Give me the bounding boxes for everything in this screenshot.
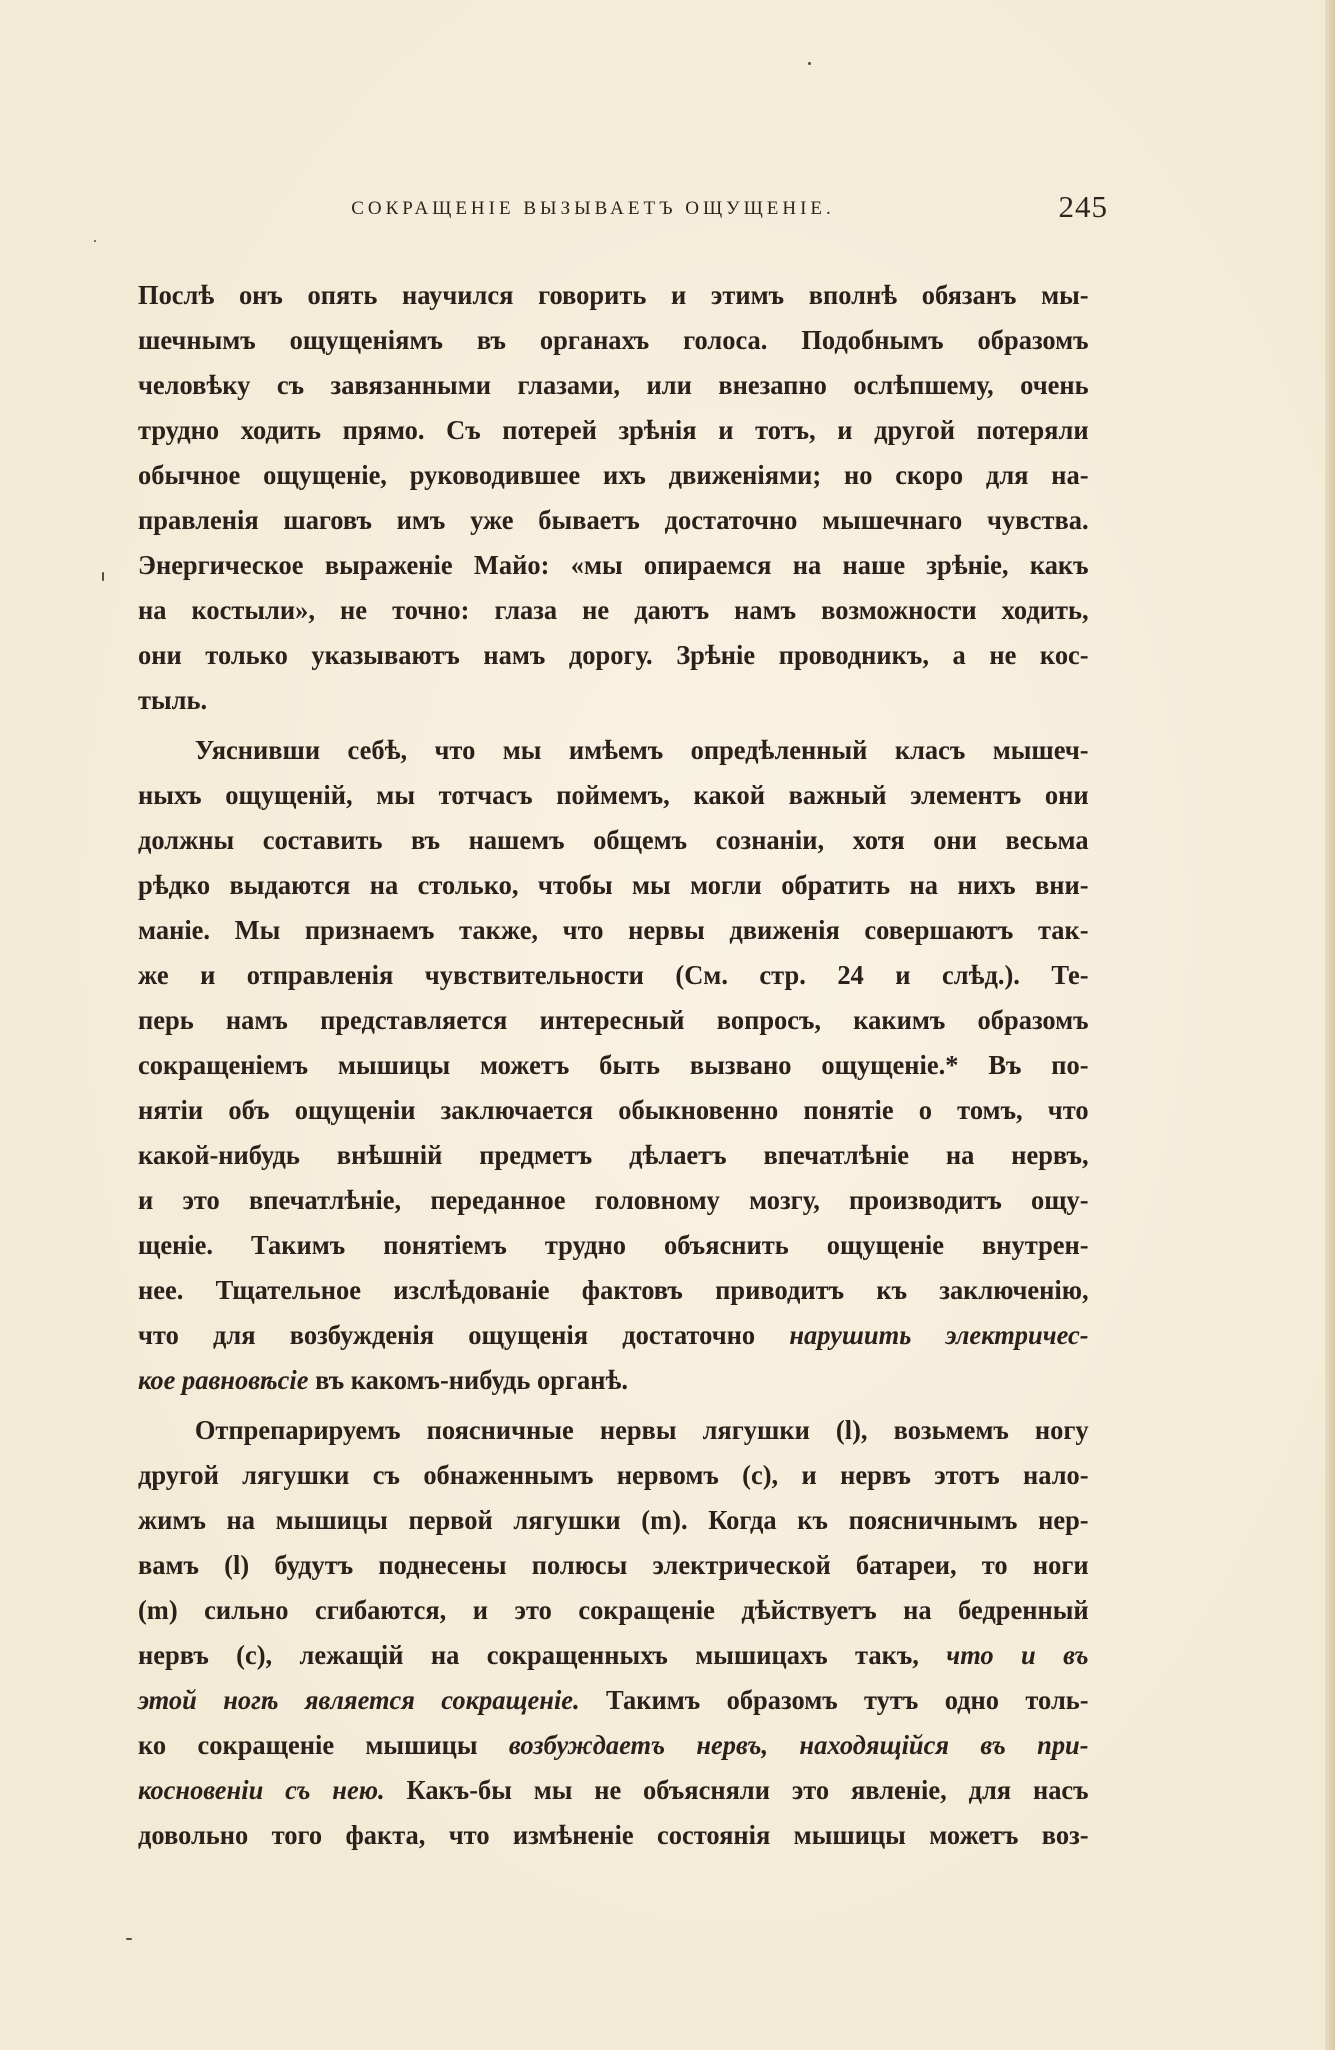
- text-line: вамъ (l) будутъ поднесены полюсы электрической батареи, то ноги: [138, 1550, 1089, 1580]
- line-text: Такимъ образомъ тутъ одно толь-: [579, 1685, 1089, 1715]
- text-line: ныхъ ощущеній, мы тотчасъ поймемъ, какой важный элементъ они: [138, 780, 1089, 810]
- text-line: Отпрепарируемъ поясничные нервы лягушки (l), возьмемъ ногу: [194, 1415, 1089, 1445]
- text-line: нятіи объ ощущеніи заключается обыкновенно понятіе о томъ, что: [138, 1095, 1089, 1125]
- paragraph: [138, 273, 1108, 723]
- text-line: на костыли», не точно: глаза не даютъ намъ возможности ходить,: [138, 595, 1089, 625]
- paper-speck: [808, 62, 811, 65]
- text-line: щеніе. Такимъ понятіемъ трудно объяснить ощущеніе внутрен-: [138, 1230, 1089, 1260]
- line-text: нервъ (c), лежащій на сокращенныхъ мышицахъ такъ,: [138, 1640, 947, 1670]
- page-number: 245: [1058, 189, 1108, 224]
- text-line: какой-нибудь внѣшній предметъ дѣлаетъ впечатлѣніе на нервъ,: [138, 1140, 1089, 1170]
- running-title: СОКРАЩЕНІЕ ВЫЗЫВАЕТЪ ОЩУЩЕНІЕ.: [351, 198, 835, 219]
- text-line: [138, 1768, 1089, 1813]
- italic-emphasis: нарушить электричес-: [789, 1320, 1089, 1350]
- line-text: ко сокращеніе мышицы: [138, 1730, 509, 1760]
- text-line: нее. Тщательное изслѣдованіе фактовъ приводитъ къ заключенію,: [138, 1275, 1089, 1305]
- line-text: Какъ-бы мы не объясняли это явленіе, для насъ: [384, 1775, 1089, 1805]
- text-line: они только указываютъ намъ дорогу. Зрѣніе проводникъ, а не кос-: [138, 640, 1089, 670]
- text-line: трудно ходить прямо. Съ потерей зрѣнія и тотъ, и другой потеряли: [138, 415, 1089, 445]
- text-line: Энергическое выраженіе Майо: «мы опираемся на наше зрѣніе, какъ: [138, 550, 1089, 580]
- page-header: [138, 189, 1108, 234]
- paper-speck: [102, 572, 104, 581]
- text-line: другой лягушки съ обнаженнымъ нервомъ (c), и нервъ этотъ нало-: [138, 1460, 1089, 1490]
- italic-emphasis: этой ногѣ является сокращеніе.: [138, 1685, 580, 1715]
- line-text: что для возбужденія ощущенія достаточно: [138, 1320, 790, 1350]
- paragraph: [138, 728, 1108, 1403]
- text-line: (m) сильно сгибаются, и это сокращеніе дѣйствуетъ на бедренный: [138, 1595, 1089, 1625]
- text-line: же и отправленія чувствительности (См. стр. 24 и слѣд.). Те-: [138, 960, 1089, 990]
- text-line: рѣдко выдаются на столько, чтобы мы могли обратить на нихъ вни-: [138, 870, 1089, 900]
- text-line: [138, 1633, 1089, 1678]
- page-edge: [1325, 0, 1335, 2050]
- text-line: маніе. Мы признаемъ также, что нервы движенія совершаютъ так-: [138, 915, 1089, 945]
- paragraph: [138, 1408, 1108, 1858]
- text-line: довольно того факта, что измѣненіе состоянія мышицы можетъ воз-: [138, 1820, 1089, 1850]
- text-line: сокращеніемъ мышицы можетъ быть вызвано ощущеніе.* Въ по-: [138, 1050, 1089, 1080]
- text-line: Послѣ онъ опять научился говорить и этимъ вполнѣ обязанъ мы-: [138, 280, 1089, 310]
- body-text: [138, 273, 1108, 1858]
- text-line: обычное ощущеніе, руководившее ихъ движеніями; но скоро для на-: [138, 460, 1089, 490]
- text-line: Уяснивши себѣ, что мы имѣемъ опредѣленный класъ мышеч-: [194, 735, 1089, 765]
- line-text: въ какомъ-нибудь органѣ.: [308, 1365, 628, 1395]
- text-line: тыль.: [138, 685, 208, 715]
- text-line: [138, 1313, 1089, 1358]
- text-line: [138, 1358, 1089, 1403]
- italic-emphasis: что и въ: [946, 1640, 1089, 1670]
- text-line: шечнымъ ощущеніямъ въ органахъ голоса. Подобнымъ образомъ: [138, 325, 1089, 355]
- text-line: [138, 1678, 1089, 1723]
- text-line: [138, 1723, 1089, 1768]
- text-line: правленія шаговъ имъ уже бываетъ достаточно мышечнаго чувства.: [138, 505, 1089, 535]
- paper-speck: [94, 240, 96, 242]
- italic-emphasis: кое равновѣсіе: [138, 1365, 309, 1395]
- italic-emphasis: косновеніи съ нею.: [138, 1775, 385, 1805]
- italic-emphasis: возбуждаетъ нервъ, находящійся въ при-: [508, 1730, 1089, 1760]
- paper-speck: [126, 1938, 132, 1940]
- text-line: жимъ на мышицы первой лягушки (m). Когда къ поясничнымъ нер-: [138, 1505, 1089, 1535]
- text-line: человѣку съ завязанными глазами, или внезапно ослѣпшему, очень: [138, 370, 1089, 400]
- text-line: и это впечатлѣніе, переданное головному мозгу, производитъ ощу-: [138, 1185, 1089, 1215]
- text-line: перь намъ представляется интересный вопросъ, какимъ образомъ: [138, 1005, 1089, 1035]
- text-line: должны составить въ нашемъ общемъ сознаніи, хотя они весьма: [138, 825, 1089, 855]
